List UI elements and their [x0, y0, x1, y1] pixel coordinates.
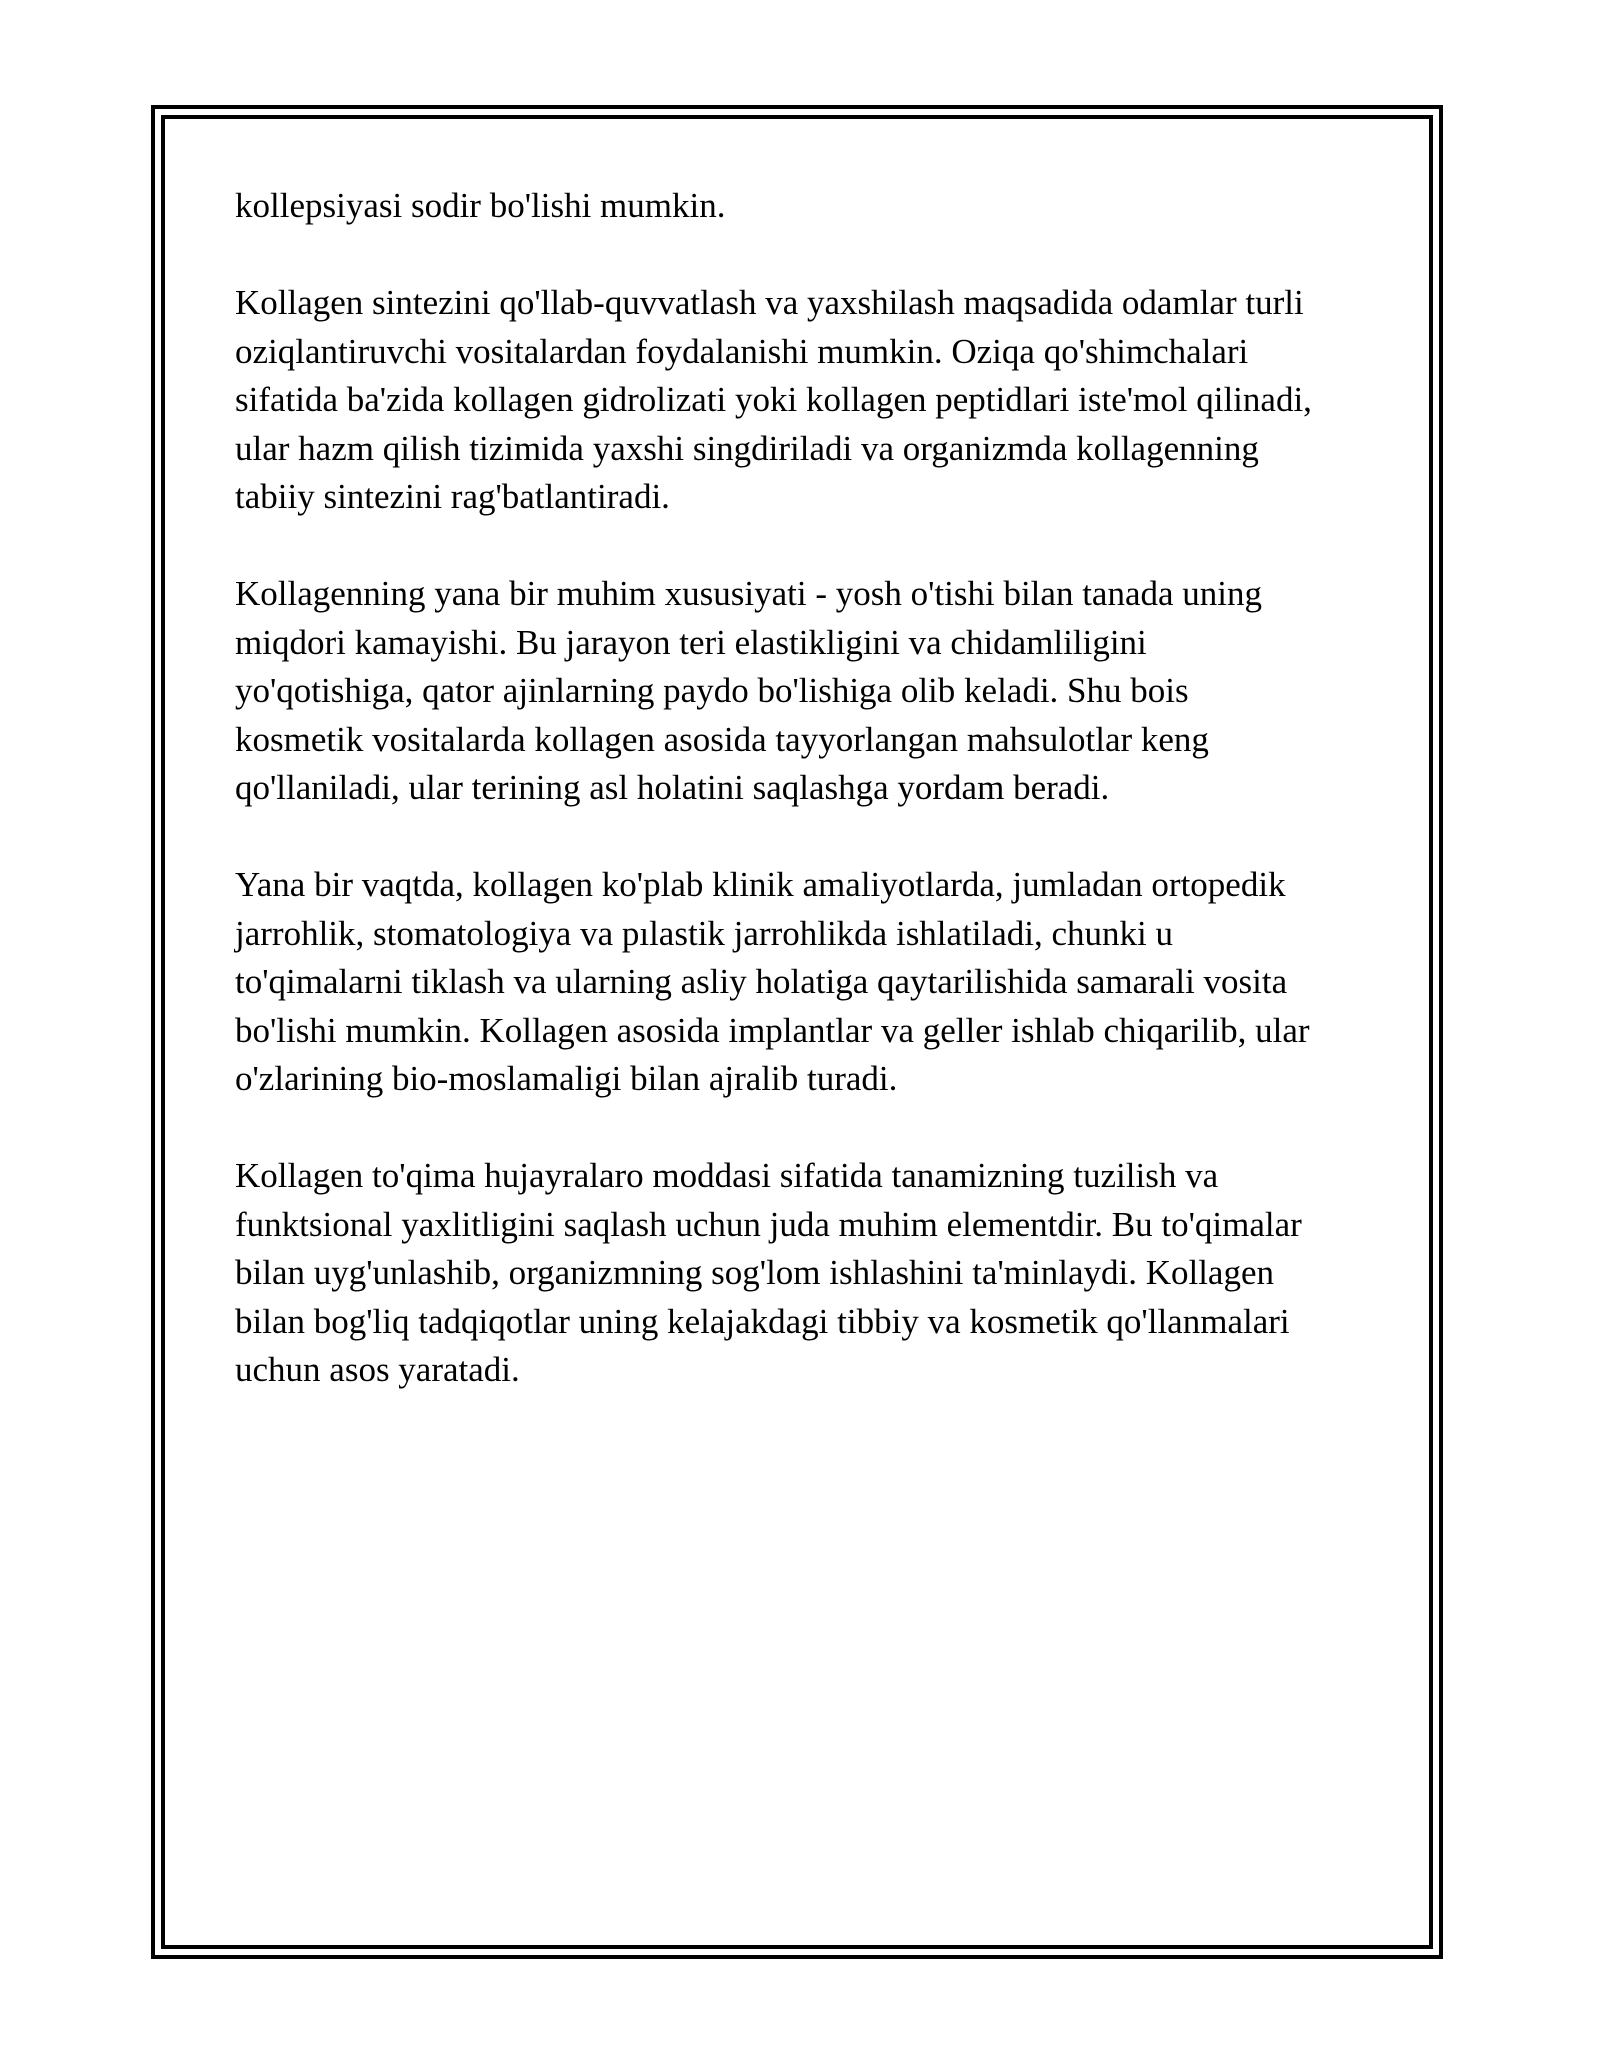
- text-line: o'zlarining bio-moslamaligi bilan ajralib turadi.: [235, 1059, 898, 1098]
- text-line: to'qimalarni tiklash va ularning asliy holatiga qaytarilishida samarali vosita: [235, 962, 1288, 1001]
- text-line: jarrohlik, stomatologiya va pılastik jarrohlikda ishlatiladi, chunki u: [235, 913, 1174, 953]
- text-line: Kollagen sintezini qo'llab-quvvatlash va yaxshilash maqsadida odamlar turli: [235, 283, 1304, 322]
- text-line: funktsional yaxlitligini saqlash uchun juda muhim elementdir. Bu to'qimalar: [235, 1204, 1302, 1244]
- text-line: Kollagenning yana bir muhim xususiyati - yosh o'tishi bilan tanada uning: [235, 574, 1262, 613]
- text-line: bilan uyg'unlashib, organizmning sog'lom ishlashini ta'minlaydi. Kollagen: [235, 1253, 1274, 1292]
- text-line: kosmetik vositalarda kollagen asosida tayyorlangan mahsulotlar keng: [235, 719, 1209, 759]
- text-line: uchun asos yaratadi.: [235, 1350, 520, 1389]
- text-line: Yana bir vaqtda, kollagen ko'plab klinik amaliyotlarda, jumladan ortopedik: [235, 865, 1286, 904]
- text-line: yo'qotishiga, qator ajinlarning paydo bo'lishiga olib keladi. Shu bois: [235, 671, 1189, 710]
- text-line: bilan bog'liq tadqiqotlar uning kelajakdagi tibbiy va kosmetik qo'llanmalari: [235, 1301, 1290, 1341]
- text-line: kollepsiyasi sodir bo'lishi mumkin.: [235, 186, 726, 225]
- text-line: ular hazm qilish tizimida yaxshi singdiriladi va organizmda kollagenning: [235, 428, 1259, 468]
- document-body: [235, 182, 1385, 1443]
- text-line: oziqlantiruvchi vositalardan foydalanishi mumkin. Oziqa qo'shimchalari: [235, 331, 1249, 371]
- text-line: miqdori kamayishi. Bu jarayon teri elastikligini va chidamliligini: [235, 622, 1147, 662]
- paragraph-3: [235, 570, 1385, 813]
- text-line: bo'lishi mumkin. Kollagen asosida implantlar va geller ishlab chiqarilib, ular: [235, 1010, 1310, 1050]
- text-line: tabiiy sintezini rag'batlantiradi.: [235, 477, 670, 516]
- text-line: Kollagen to'qima hujayralaro moddasi sifatida tanamizning tuzilish va: [235, 1156, 1219, 1195]
- paragraph-5: [235, 1152, 1385, 1395]
- text-line: qo'llaniladi, ular terining asl holatini saqlashga yordam beradi.: [235, 768, 1110, 807]
- text-line: sifatida ba'zida kollagen gidrolizati yoki kollagen peptidlari iste'mol qilinadi,: [235, 380, 1312, 419]
- paragraph-2: [235, 279, 1385, 522]
- paragraph-4: [235, 861, 1385, 1104]
- paragraph-1: [235, 182, 1385, 231]
